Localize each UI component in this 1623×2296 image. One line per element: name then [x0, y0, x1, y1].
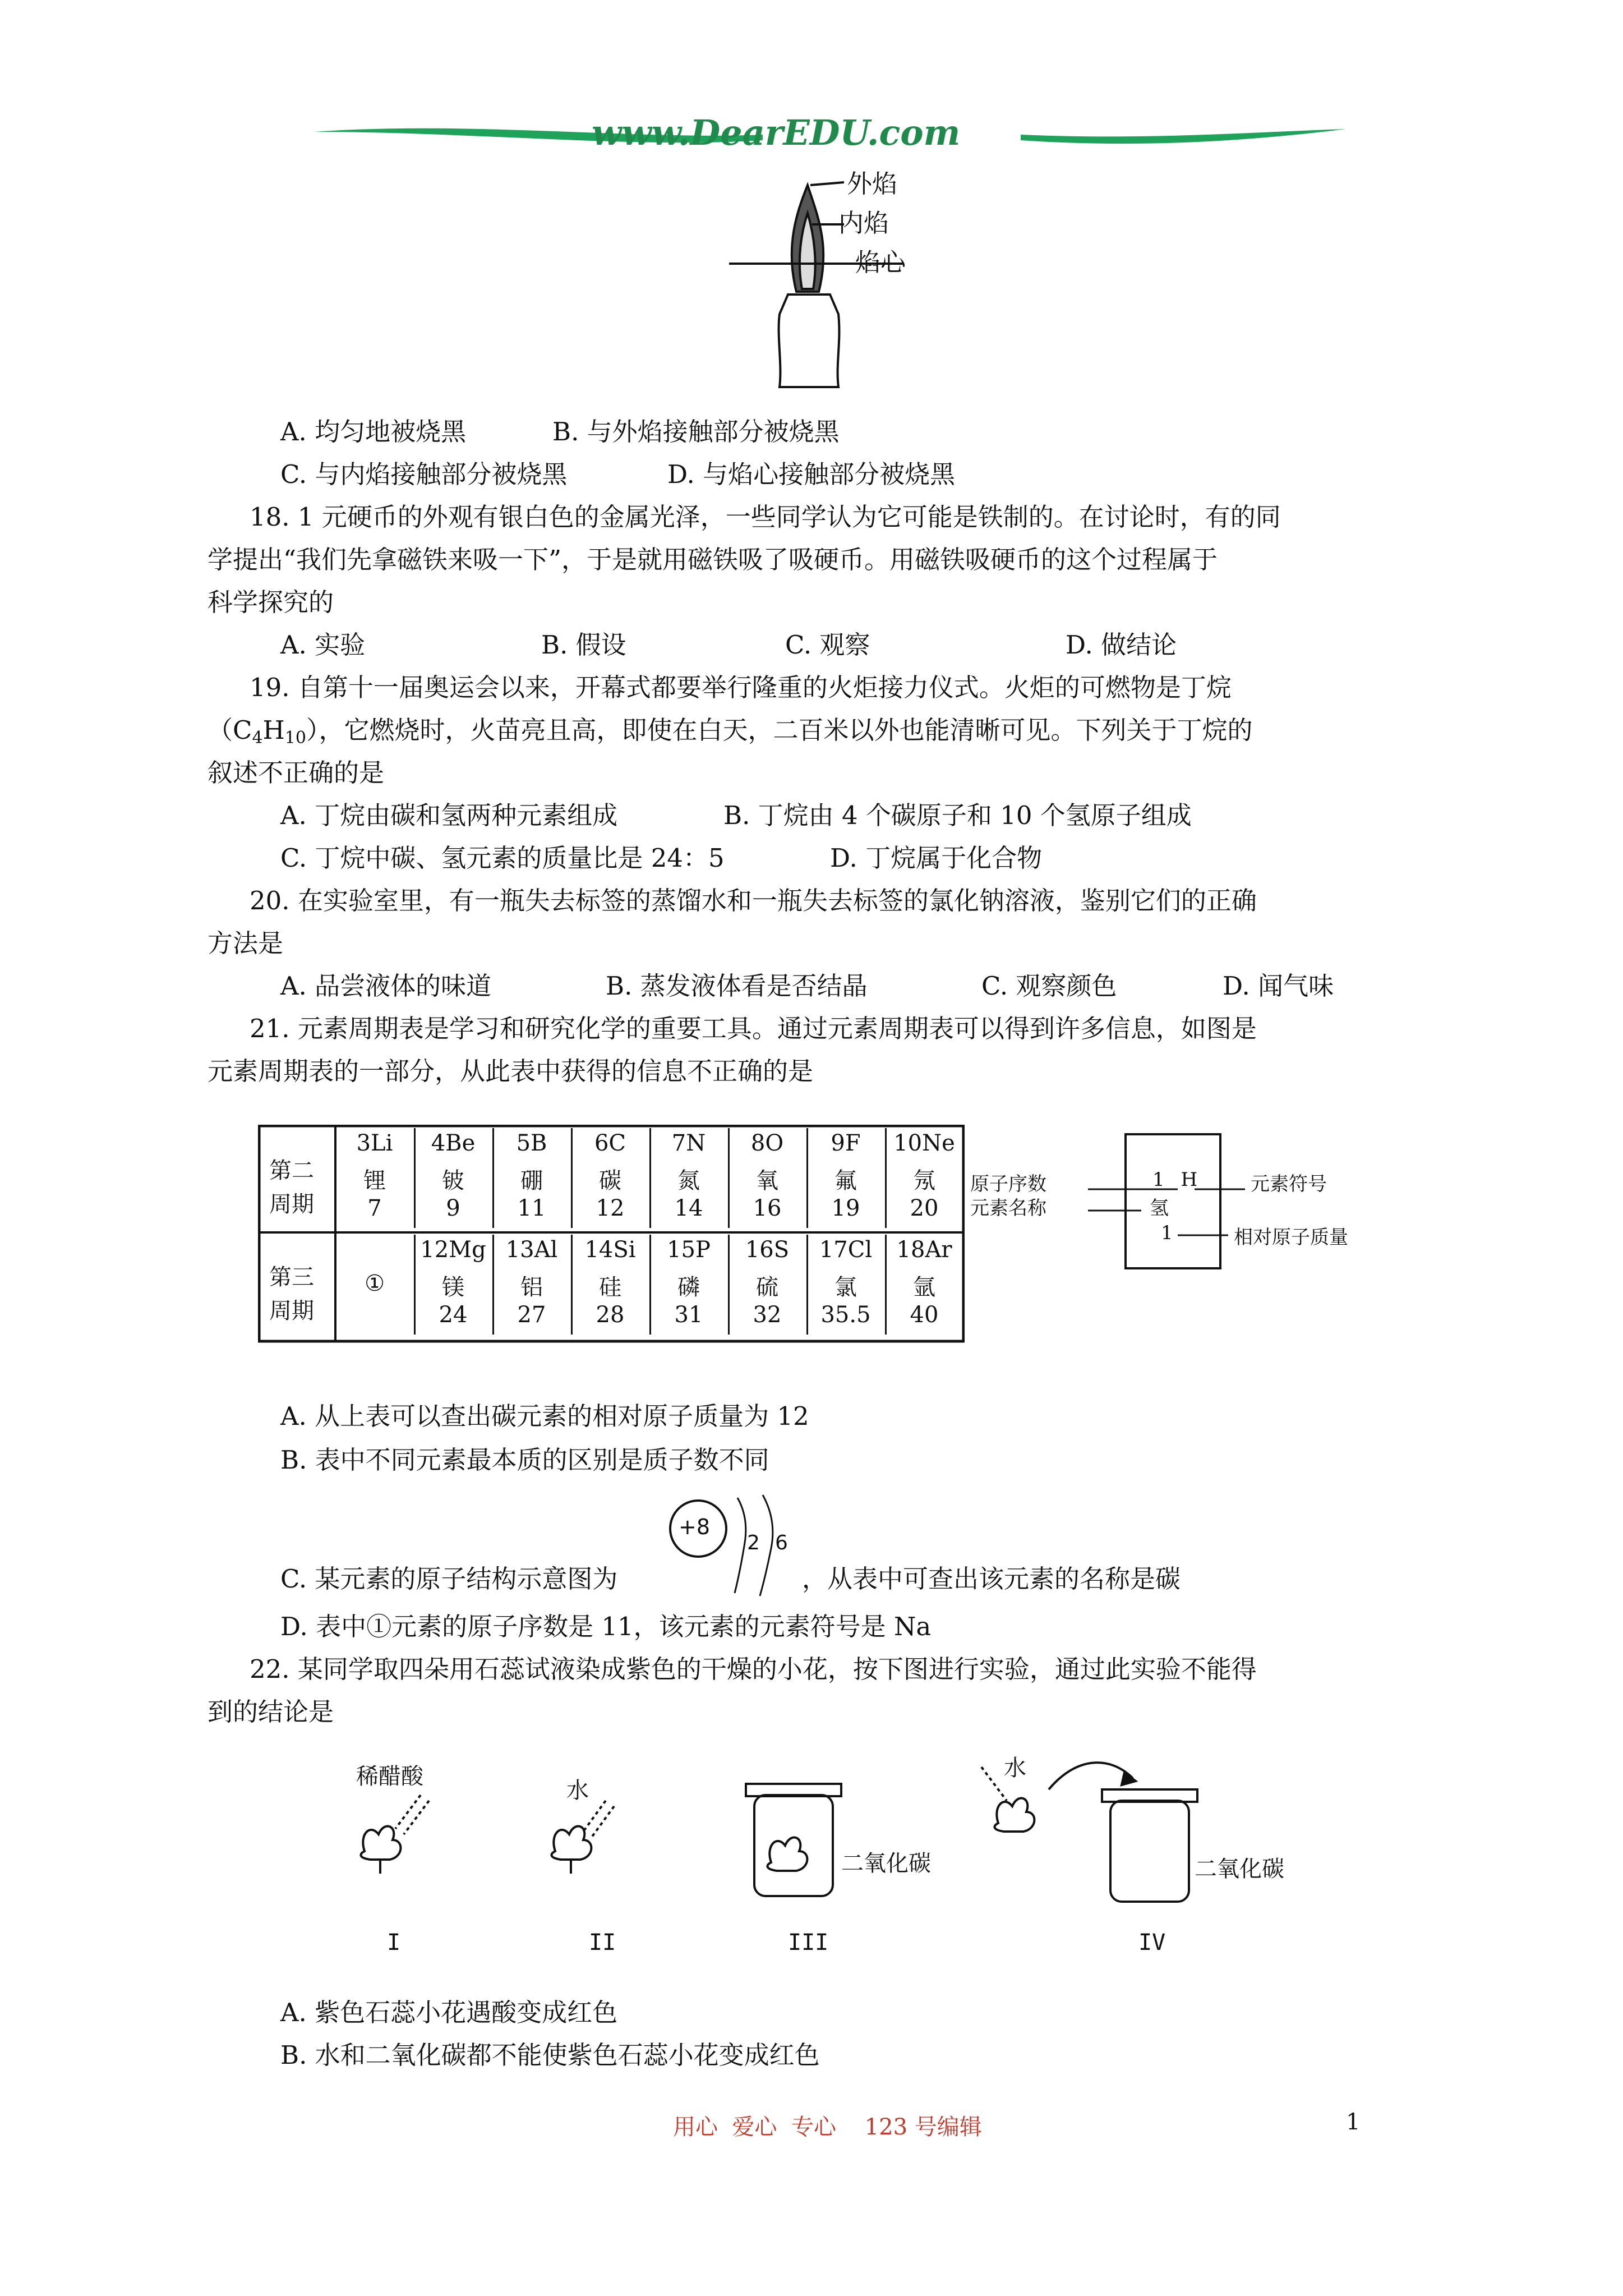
q20-option-b[interactable]: B. 蒸发液体看是否结晶 — [606, 971, 868, 1001]
candle-label-core: 焰心 — [855, 247, 906, 277]
q17-option-a[interactable]: A. 均匀地被烧黑 — [280, 417, 467, 447]
element-mass: 40 — [910, 1302, 939, 1328]
element-name: 铝 — [520, 1274, 543, 1300]
site-title[interactable]: www.DearEDU.com — [592, 112, 961, 153]
element-symbol: 6C — [594, 1130, 626, 1156]
q18-option-a[interactable]: A. 实验 — [280, 630, 366, 660]
q19-line2-text: ），它燃烧时，火苗亮且高，即使在白天，二百米以外也能清晰可见。下列关于丁烷的 — [306, 715, 1253, 745]
atom-structure-diagram — [667, 1487, 813, 1601]
element-symbol: 8O — [750, 1130, 784, 1156]
q19-formula-sub2: 10 — [284, 728, 306, 748]
footer-credit: 用心 爱心 专心 123 号编辑 — [673, 2114, 982, 2140]
q20-option-a[interactable]: A. 品尝液体的味道 — [280, 971, 492, 1001]
fig-label-water-2: 水 — [1004, 1755, 1026, 1781]
period-label: 第二 — [269, 1158, 314, 1184]
period-label: 第三 — [269, 1264, 314, 1290]
element-name: 碳 — [599, 1168, 621, 1194]
element-symbol: 9F — [831, 1130, 861, 1156]
atom-shell-2: 6 — [775, 1531, 788, 1554]
element-mass: 19 — [831, 1195, 860, 1221]
q21-option-d[interactable]: D. 表中①元素的原子序数是 11，该元素的元素符号是 Na — [280, 1612, 932, 1641]
q19-formula-sub1: 4 — [252, 728, 263, 748]
legend-box-symbol: 1 H — [1152, 1168, 1198, 1191]
q20-option-c[interactable]: C. 观察颜色 — [981, 971, 1117, 1001]
fig-label-co2-a: 二氧化碳 — [841, 1851, 931, 1876]
element-name: 氧 — [756, 1168, 778, 1194]
q18-option-b[interactable]: B. 假设 — [541, 630, 626, 660]
q21-line2: 元素周期表的一部分，从此表中获得的信息不正确的是 — [208, 1056, 814, 1086]
q21-option-c-tail: ，从表中可查出该元素的名称是碳 — [802, 1564, 1181, 1594]
element-symbol: 10Ne — [893, 1130, 955, 1156]
q18-line1: 18. 1 元硬币的外观有银白色的金属光泽，一些同学认为它可能是铁制的。在讨论时，有的同 — [250, 502, 1281, 532]
q20-line2: 方法是 — [208, 928, 284, 958]
fig-label-co2-b: 二氧化碳 — [1195, 1856, 1284, 1882]
atom-nucleus-charge: +8 — [679, 1515, 711, 1539]
q22-option-b[interactable]: B. 水和二氧化碳都不能使紫色石蕊小花变成红色 — [280, 2040, 820, 2070]
element-symbol: 12Mg — [420, 1237, 486, 1263]
element-mass: 20 — [910, 1195, 939, 1221]
q19-line2 — [208, 714, 1252, 755]
element-symbol: 14Si — [584, 1237, 636, 1263]
fig-label-i: I — [387, 1930, 401, 1955]
legend-element-name: 元素名称 — [970, 1197, 1046, 1220]
q17-option-b[interactable]: B. 与外焰接触部分被烧黑 — [552, 417, 840, 447]
q21-line1: 21. 元素周期表是学习和研究化学的重要工具。通过元素周期表可以得到许多信息，如图是 — [250, 1014, 1257, 1043]
element-symbol: 18Ar — [896, 1237, 952, 1263]
element-name: 氖 — [913, 1168, 935, 1194]
q19-option-b[interactable]: B. 丁烷由 4 个碳原子和 10 个氢原子组成 — [723, 800, 1192, 830]
q17-option-c[interactable]: C. 与内焰接触部分被烧黑 — [280, 459, 568, 489]
element-symbol: 4Be — [431, 1130, 476, 1156]
element-mass: 7 — [367, 1195, 382, 1221]
element-symbol: 3Li — [356, 1130, 393, 1156]
q20-line1: 20. 在实验室里，有一瓶失去标签的蒸馏水和一瓶失去标签的氯化钠溶液，鉴别它们的正确 — [250, 886, 1257, 915]
legend-atomic-number: 原子序数 — [970, 1173, 1046, 1195]
element-symbol: 7N — [671, 1130, 706, 1156]
q19-formula-mid: H — [262, 715, 285, 745]
element-name: 锂 — [363, 1168, 386, 1194]
q22-line1: 22. 某同学取四朵用石蕊试液染成紫色的干燥的小花，按下图进行实验，通过此实验不能得 — [250, 1654, 1257, 1684]
element-mass: 11 — [517, 1195, 546, 1221]
candle-label-inner: 内焰 — [838, 208, 889, 238]
element-symbol: 13Al — [505, 1237, 558, 1263]
legend-box-mass: 1 — [1161, 1222, 1173, 1244]
q19-formula-pre: （C — [208, 715, 252, 745]
legend-symbol: 元素符号 — [1251, 1173, 1327, 1195]
q21-option-c[interactable]: C. 某元素的原子结构示意图为 — [280, 1564, 618, 1594]
q18-line2: 学提出“我们先拿磁铁来吸一下”，于是就用磁铁吸了吸硬币。用磁铁吸硬币的这个过程属于 — [208, 545, 1218, 574]
q19-option-a[interactable]: A. 丁烷由碳和氢两种元素组成 — [280, 800, 618, 830]
period-label: 周期 — [269, 1191, 314, 1217]
q18-option-d[interactable]: D. 做结论 — [1066, 630, 1177, 660]
element-mass: 24 — [439, 1302, 468, 1328]
fig-label-ii: II — [589, 1930, 616, 1955]
q21-option-a[interactable]: A. 从上表可以查出碳元素的相对原子质量为 12 — [280, 1401, 809, 1431]
element-name: 氟 — [834, 1168, 857, 1194]
element-mass: 28 — [596, 1302, 625, 1328]
q17-option-d[interactable]: D. 与焰心接触部分被烧黑 — [667, 459, 956, 489]
page-number: 1 — [1346, 2109, 1361, 2135]
fig-label-water-1: 水 — [566, 1778, 589, 1803]
element-mass: 31 — [674, 1302, 703, 1328]
element-mass: 12 — [596, 1195, 625, 1221]
fig-label-iii: III — [788, 1930, 829, 1955]
q19-line3: 叙述不正确的是 — [208, 758, 385, 788]
q19-line1: 19. 自第十一届奥运会以来，开幕式都要举行隆重的火炬接力仪式。火炬的可燃物是丁烷 — [250, 673, 1232, 702]
element-name: 铍 — [442, 1168, 464, 1194]
q22-option-a[interactable]: A. 紫色石蕊小花遇酸变成红色 — [280, 1998, 618, 2027]
q20-option-d[interactable]: D. 闻气味 — [1223, 971, 1334, 1001]
element-mass: 27 — [517, 1302, 546, 1328]
q19-option-d[interactable]: D. 丁烷属于化合物 — [830, 843, 1043, 873]
element-mass: 35.5 — [820, 1302, 871, 1328]
q18-option-c[interactable]: C. 观察 — [785, 630, 870, 660]
element-name: 氯 — [834, 1274, 857, 1300]
fig-label-iv: IV — [1138, 1930, 1166, 1955]
period-label: 周期 — [269, 1298, 314, 1324]
element-symbol: 17Cl — [819, 1237, 873, 1263]
element-mass: 14 — [674, 1195, 703, 1221]
element-symbol: 15P — [667, 1237, 711, 1263]
element-name: 氩 — [913, 1274, 935, 1300]
element-mass: 32 — [753, 1302, 782, 1328]
element-name: 硼 — [520, 1168, 543, 1194]
element-name: 氮 — [677, 1168, 700, 1194]
element-name: 镁 — [442, 1274, 464, 1300]
element-name: 磷 — [677, 1274, 700, 1300]
q18-line3: 科学探究的 — [208, 587, 334, 617]
fig-label-vinegar: 稀醋酸 — [356, 1764, 423, 1789]
q19-option-c[interactable]: C. 丁烷中碳、氢元素的质量比是 24：5 — [280, 843, 725, 873]
element-symbol: ① — [365, 1271, 385, 1296]
legend-box-name: 氢 — [1150, 1197, 1169, 1220]
element-mass: 9 — [446, 1195, 460, 1221]
q21-option-b[interactable]: B. 表中不同元素最本质的区别是质子数不同 — [280, 1445, 769, 1475]
element-name: 硅 — [599, 1274, 621, 1300]
element-name: 硫 — [756, 1274, 778, 1300]
legend-relative-mass: 相对原子质量 — [1234, 1226, 1348, 1249]
element-mass: 16 — [753, 1195, 782, 1221]
q22-line2: 到的结论是 — [208, 1697, 334, 1727]
candle-label-outer: 外焰 — [847, 169, 898, 199]
element-symbol: 5B — [516, 1130, 547, 1156]
element-symbol: 16S — [745, 1237, 790, 1263]
atom-shell-1: 2 — [747, 1531, 760, 1554]
